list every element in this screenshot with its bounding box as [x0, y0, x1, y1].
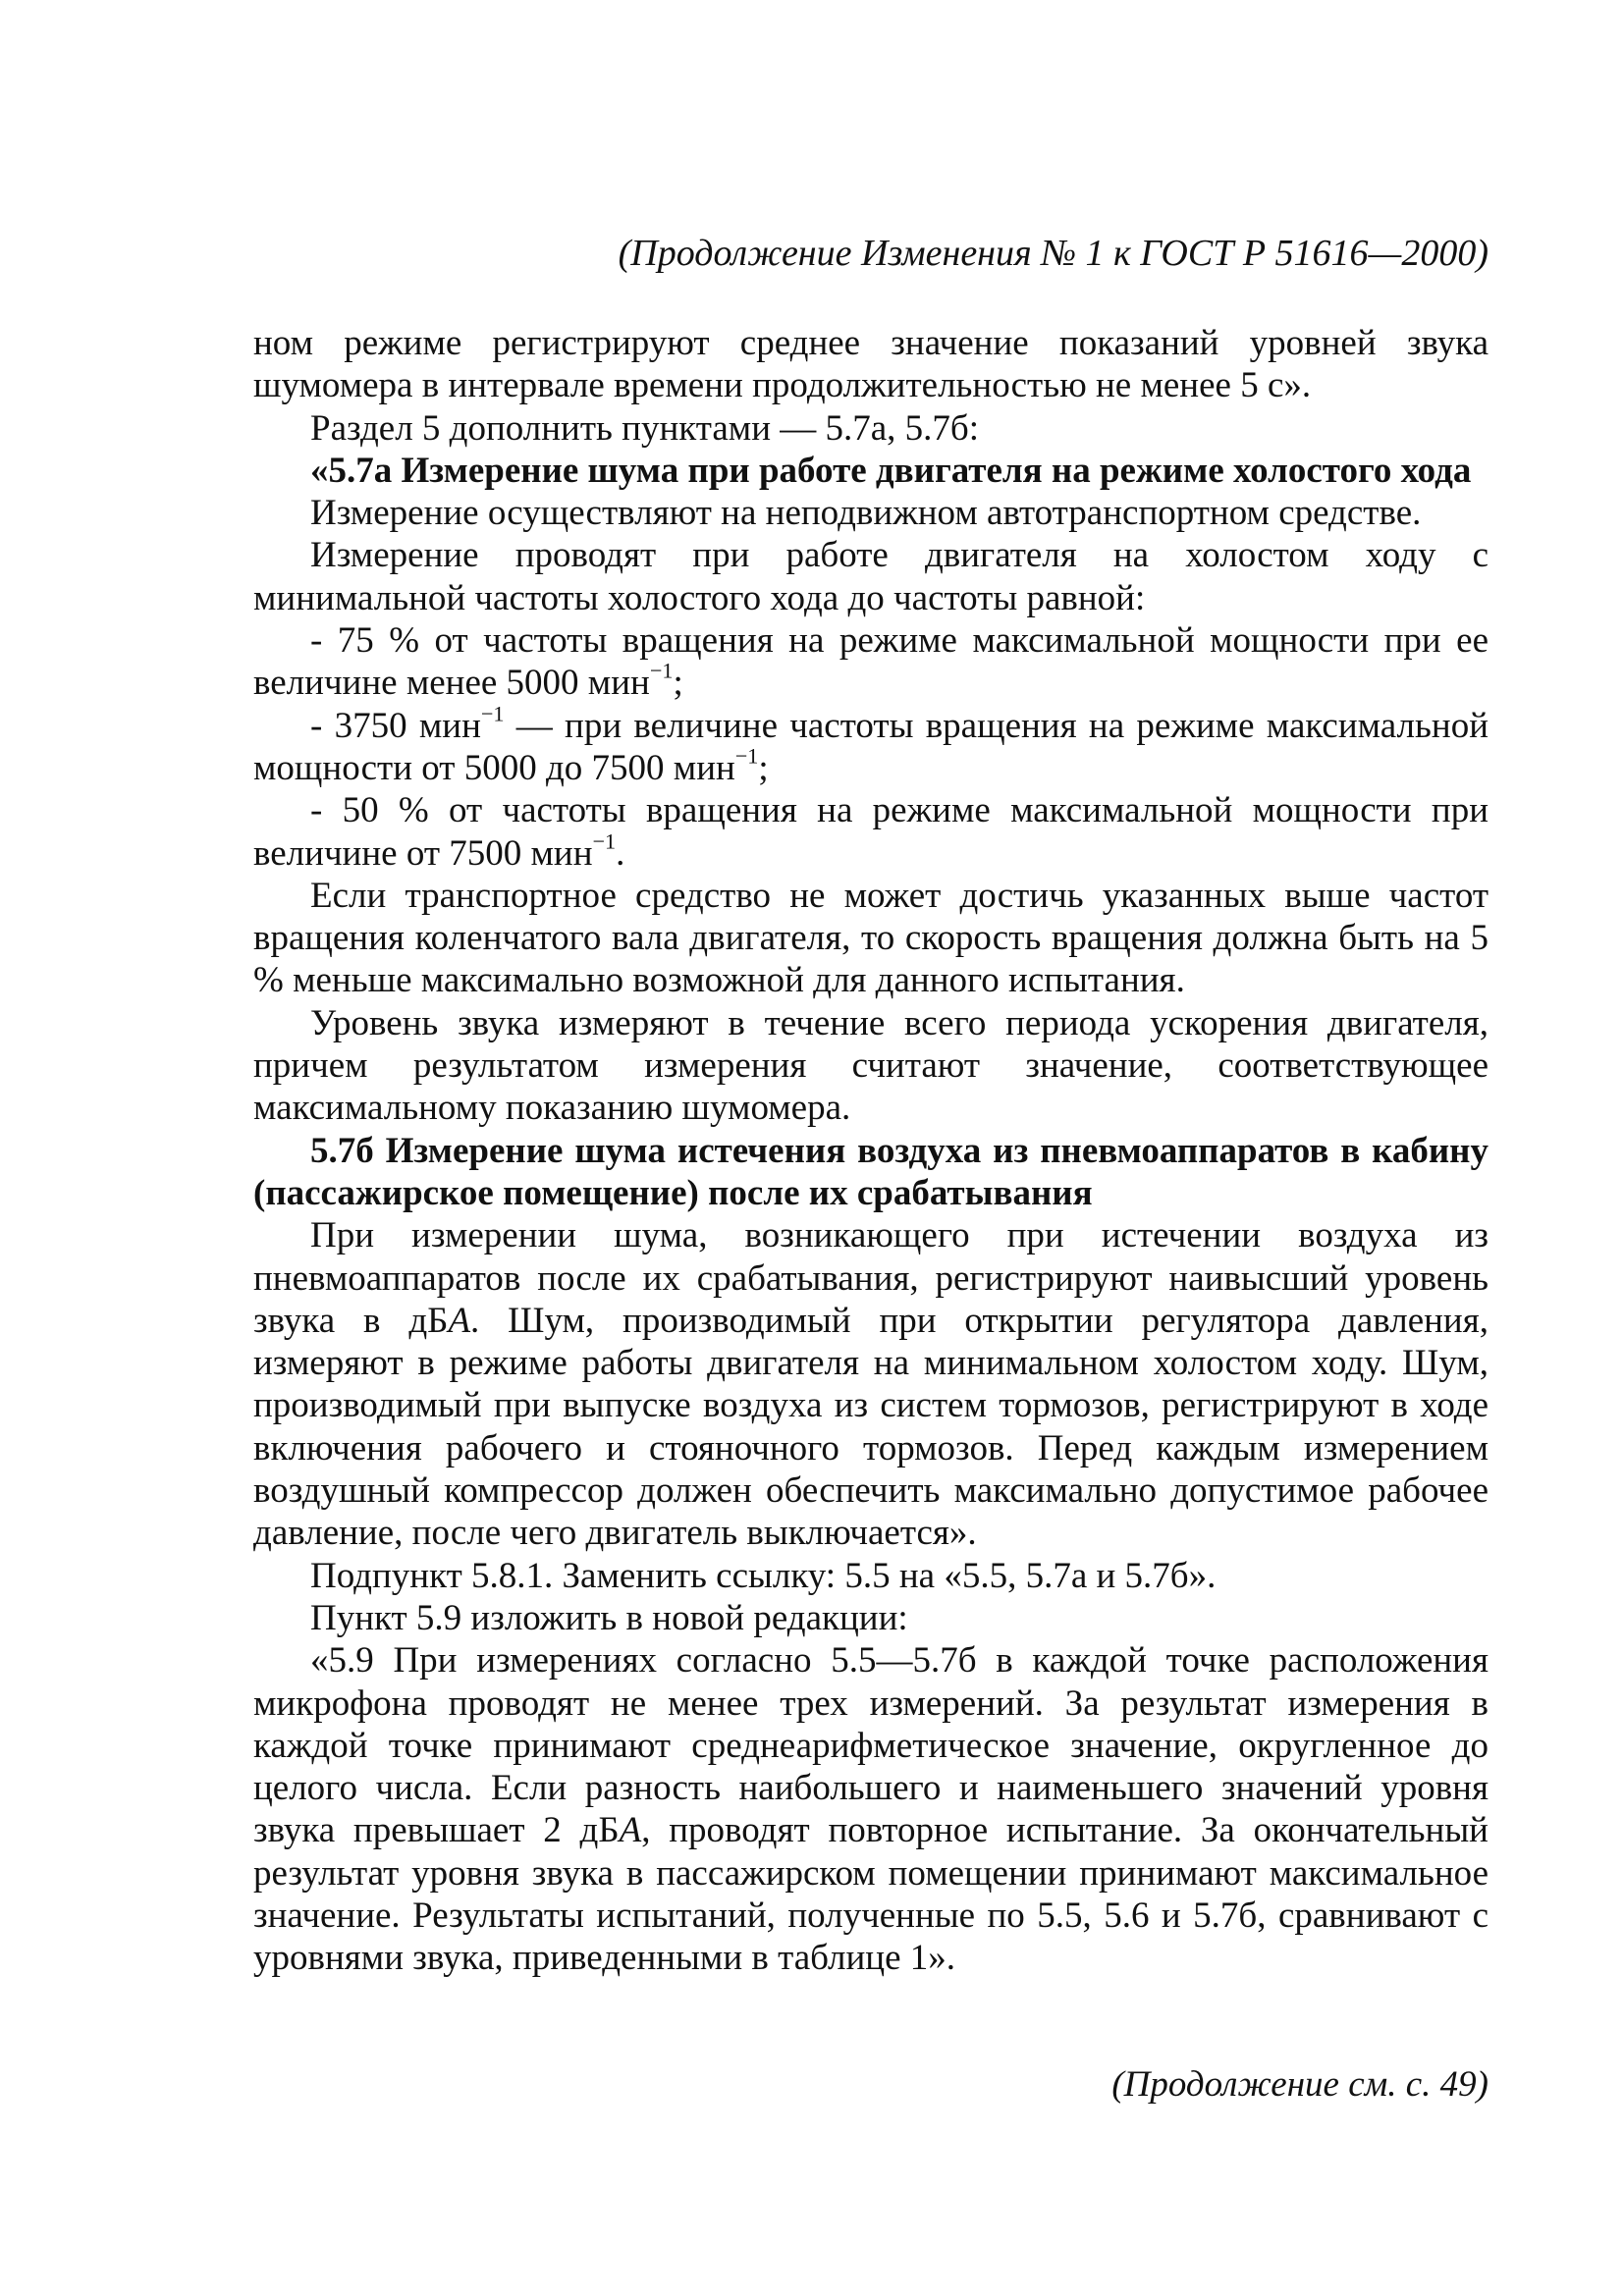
paragraph-section-5: Раздел 5 дополнить пунктами — 5.7а, 5.7б: [310, 407, 980, 449]
punctuation: ; [673, 663, 683, 704]
exponent: −1 [592, 828, 617, 853]
paragraph-crankshaft: Если транспортное средство не может достичь указанных выше частот вращения коленчатого вала двигателя, то скорость вращения должна быть на 5 % меньше максимально возможной для данного испытания. [253, 875, 1488, 1001]
heading-5-7a-text: «5.7а Измерение шума при работе двигателя на режиме холостого хода [310, 450, 1472, 491]
list-item-75-text: - 75 % от частоты вращения на режиме максимальной мощности при ее величине менее 5000 мин [253, 620, 1488, 704]
page-footer: (Продолжение см. с. 49) [1111, 2064, 1488, 2105]
paragraph-subclause-5-8-1: Подпункт 5.8.1. Заменить ссылку: 5.5 на «5.5, 5.7а и 5.7б». [310, 1555, 1217, 1596]
paragraph-clause-5-9: Пункт 5.9 изложить в новой редакции: [310, 1597, 908, 1638]
punctuation: . [616, 832, 625, 874]
paragraph-5-9-a: «5.9 При измерениях согласно 5.5—5.7б в каждой точке расположения микрофона проводят не менее трех измерений. За результат измерения в каждой точке принимают среднеарифметическое значение, округленное до целого числа. Если разность наибольшего и наименьшего значений уровня звука превышает 2 дБ [253, 1640, 1488, 1851]
list-item-75 [253, 619, 1488, 705]
unit-a: А [448, 1300, 471, 1341]
heading-5-7a [253, 450, 1488, 492]
paragraph-pneumatic-a: При измерении шума, возникающего при истечении воздуха из пневмоаппаратов после их срабатывания, регистрируют наивысший уровень звука в дБ [253, 1215, 1488, 1341]
exponent: −1 [649, 658, 674, 683]
paragraph-continuation: ном режиме регистрируют среднее значение показаний уровней звука шумомера в интервале времени продолжительностью не менее 5 с». [253, 323, 1488, 406]
paragraph-stationary: Измерение осуществляют на неподвижном автотранспортном средстве. [310, 493, 1422, 534]
paragraph-pneumatic-b: . Шум, производимый при открытии регулятора давления, измеряют в режиме работы двигателя на минимальном холостом ходу. Шум, производимый при выпуске воздуха из систем тормозов, регистрируют в ходе включения рабочего и стояночного тормозов. Перед каждым измерением воздушный компрессор должен обеспечить максимально допустимое рабочее давление, после чего двигатель выключается». [253, 1300, 1488, 1554]
unit-a: А [619, 1810, 642, 1851]
list-item-3750-b: — при величине частоты вращения на режиме максимальной мощности от 5000 до 7500 мин [253, 705, 1488, 788]
punctuation: ; [758, 747, 769, 788]
paragraph-idle-speed: Измерение проводят при работе двигателя на холостом ходу с минимальной частоты холостого хода до частоты равной: [253, 535, 1488, 618]
exponent: −1 [480, 701, 505, 726]
page-header: (Продолжение Изменения № 1 к ГОСТ Р 51616—2000) [618, 233, 1488, 274]
list-item-3750-a: - 3750 мин [310, 705, 481, 746]
body-text [253, 322, 1488, 1980]
list-item-50 [253, 789, 1488, 875]
list-item-3750 [253, 701, 1488, 790]
paragraph-5-9-text [253, 1639, 1488, 1979]
heading-5-7b [253, 1130, 1488, 1215]
paragraph-pneumatic [253, 1214, 1488, 1554]
paragraph-sound-level: Уровень звука измеряют в течение всего периода ускорения двигателя, причем результатом измерения считают значение, соответствующее максимальному показанию шумомера. [253, 1002, 1488, 1129]
list-item-50-text: - 50 % от частоты вращения на режиме максимальной мощности при величине от 7500 мин [253, 790, 1488, 874]
heading-5-7b-text: 5.7б Измерение шума истечения воздуха из пневмоаппаратов в кабину (пассажирское помещение) после их срабатывания [253, 1130, 1488, 1213]
paragraph-5-9-b: , проводят повторное испытание. За окончательный результат уровня звука в пассажирском помещении принимают максимальное значение. Результаты испытаний, полученные по 5.5, 5.6 и 5.7б, сравнивают с уровнями звука, приведенными в таблице 1». [253, 1810, 1488, 1979]
exponent: −1 [734, 743, 759, 769]
